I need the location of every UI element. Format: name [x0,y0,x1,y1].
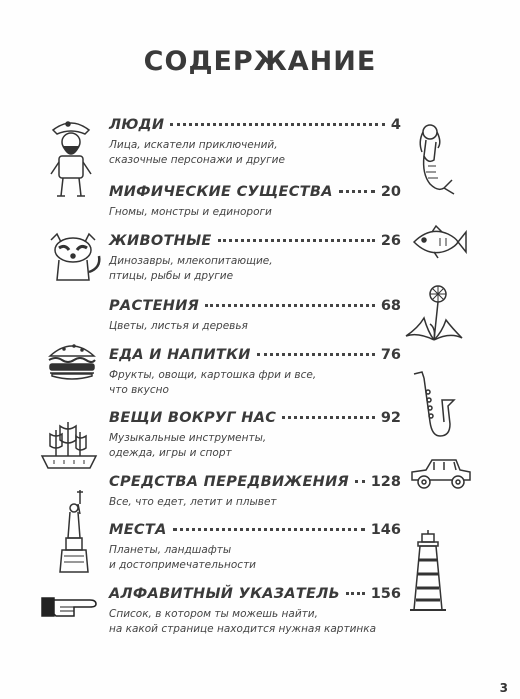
dandelion-icon [400,284,466,346]
toc-heading: ВЕЩИ ВОКРУГ НАС [109,410,277,426]
lighthouse-icon [408,530,448,616]
desc-line: Планеты, ландшафты [109,544,232,556]
leader-dots [355,480,365,483]
toc-description [109,543,401,572]
leader-dots [257,353,375,356]
toc-description [109,495,401,510]
ship-icon [40,418,98,472]
toc-entry-index[interactable] [109,586,401,636]
desc-line: что вкусно [109,383,169,396]
statue-of-liberty-icon [58,488,92,576]
toc-description [109,431,401,460]
toc-entry-places[interactable] [109,522,401,572]
raccoon-icon [45,232,101,284]
toc-entry-mythical[interactable] [109,184,401,220]
desc-line: Динозавры, млекопитающие, [109,255,273,267]
desc-line: Все, что едет, летит и плывет [109,496,277,508]
toc-heading: РАСТЕНИЯ [109,298,200,314]
toc-description [109,254,401,283]
toc-description [109,368,401,397]
desc-line: Цветы, листья и деревья [109,320,248,332]
leader-dots [173,528,365,531]
mermaid-icon [408,122,460,208]
toc-heading: ЖИВОТНЫЕ [109,233,212,249]
fish-icon [410,224,468,260]
toc-description [109,138,401,167]
desc-line: Гномы, монстры и единороги [109,206,272,218]
desc-line: и достопримечательности [109,558,257,571]
toc-heading: МИФИЧЕСКИЕ СУЩЕСТВА [109,184,333,200]
desc-line: сказочные персонажи и другие [109,153,285,166]
desc-line: Список, в котором ты можешь найти, [109,608,318,620]
page-number: 3 [499,681,508,695]
toc-page: 76 [380,347,401,363]
toc-heading: ЛЮДИ [109,117,165,133]
toc-heading: СРЕДСТВА ПЕРЕДВИЖЕНИЯ [109,474,350,490]
page-title: СОДЕРЖАНИЕ [143,46,377,77]
car-icon [408,458,474,490]
desc-line: птицы, рыбы и другие [109,269,234,282]
leader-dots [205,304,375,307]
toc-entry-food[interactable] [109,347,401,397]
saxophone-icon [408,370,456,442]
leader-dots [218,239,375,242]
pirate-icon [45,116,97,202]
toc-heading: АЛФАВИТНЫЙ УКАЗАТЕЛЬ [109,586,340,602]
desc-line: на какой странице находится нужная картинка [109,622,377,635]
leader-dots [339,190,375,193]
toc-heading: МЕСТА [109,522,167,538]
desc-line: одежда, игры и спорт [109,446,232,459]
toc-description [109,319,401,334]
toc-page: 68 [380,298,401,314]
toc-page: 146 [370,522,401,538]
toc-heading: ЕДА И НАПИТКИ [109,347,251,363]
burger-icon [46,340,98,382]
toc-page: 4 [390,117,401,133]
desc-line: Фрукты, овощи, картошка фри и все, [109,369,317,381]
toc-page: 92 [380,410,401,426]
toc-entry-animals[interactable] [109,233,401,283]
toc-entry-things[interactable] [109,410,401,460]
leader-dots [170,123,385,126]
toc-page: 156 [370,586,401,602]
desc-line: Музыкальные инструменты, [109,432,267,444]
toc-entry-plants[interactable] [109,298,401,334]
toc-description [109,205,401,220]
leader-dots [346,592,365,595]
toc-page: 128 [370,474,401,490]
toc-page: 20 [380,184,401,200]
pointing-hand-icon [40,594,100,620]
toc-page: 26 [380,233,401,249]
desc-line: Лица, искатели приключений, [109,139,278,151]
toc-entry-transport[interactable] [109,474,401,510]
toc-description [109,607,401,636]
toc-entry-people[interactable] [109,117,401,167]
leader-dots [282,416,375,419]
